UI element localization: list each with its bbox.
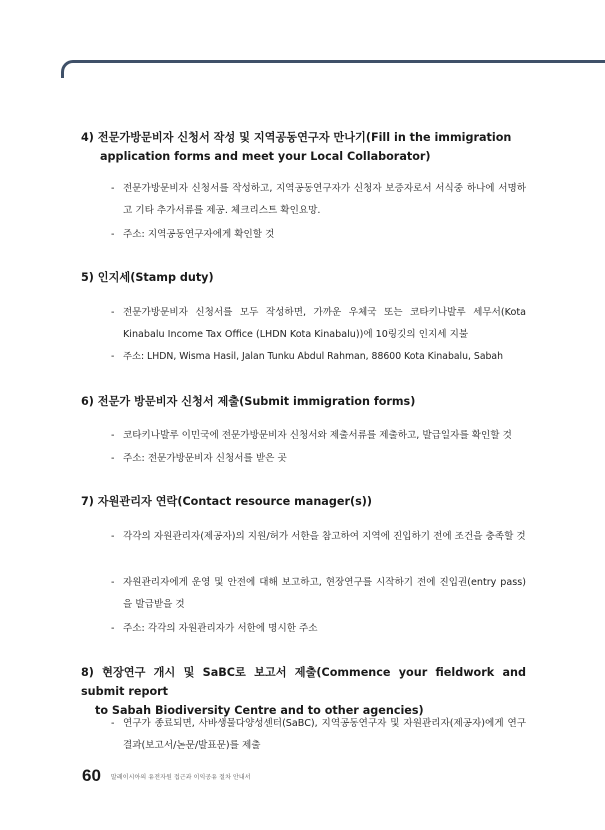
section-heading-5: 5) 인지세(Stamp duty) <box>81 271 214 284</box>
section-6-bullet-1-text: 코타키나발루 이민국에 전문가방문비자 신청서와 제출서류를 제출하고, 발급일자를 확인할 것 <box>123 430 512 441</box>
header-corner-rule <box>61 60 605 78</box>
section-heading-8 <box>81 663 526 720</box>
bullet-dash: - <box>111 453 115 464</box>
section-7-bullet-1 <box>111 526 526 548</box>
section-6-bullet-1 <box>111 425 526 447</box>
section-7-bullet-2 <box>111 572 526 616</box>
section-5-bullet-2-text: 주소: LHDN, Wisma Hasil, Jalan Tunku Abdul Rahman, 88600 Kota Kinabalu, Sabah <box>123 351 504 362</box>
bullet-dash: - <box>111 183 115 194</box>
bullet-dash: - <box>111 718 115 729</box>
section-8-bullet-1-text: 연구가 종료되면, 사바생물다양성센터(SaBC), 지역공동연구자 및 자원관리자(제공자)에게 연구결과(보고서/논문/발표문)를 제출 <box>123 718 526 751</box>
section-heading-8-line2: to Sabah Biodiversity Centre and to other agencies) <box>95 704 424 717</box>
section-5-bullet-1 <box>111 302 526 346</box>
section-7-bullet-3 <box>111 618 526 640</box>
section-6-bullet-2 <box>111 448 526 470</box>
bullet-dash: - <box>111 351 115 362</box>
section-7-bullet-1-text: 각각의 자원관리자(제공자)의 지원/허가 서한을 참고하여 지역에 진입하기 전에 조건을 충족할 것 <box>123 531 526 542</box>
page-number: 60 <box>82 766 101 785</box>
section-6-bullet-2-text: 주소: 전문가방문비자 신청서를 받은 곳 <box>123 453 287 464</box>
bullet-dash: - <box>111 307 115 318</box>
section-7-bullet-2-text: 자원관리자에게 운영 및 안전에 대해 보고하고, 현장연구를 시작하기 전에 진입권(entry pass)을 발급받을 것 <box>123 577 526 610</box>
bullet-dash: - <box>111 531 115 542</box>
bullet-dash: - <box>111 430 115 441</box>
bullet-dash: - <box>111 623 115 634</box>
section-4-bullet-2-text: 주소: 지역공동연구자에게 확인할 것 <box>123 229 275 240</box>
section-5-bullet-2 <box>111 346 526 368</box>
section-heading-6: 6) 전문가 방문비자 신청서 제출(Submit immigration forms) <box>81 395 416 408</box>
bullet-dash: - <box>111 229 115 240</box>
section-heading-4-line1: 4) 전문가방문비자 신청서 작성 및 지역공동연구자 만나기(Fill in the immigration <box>81 131 512 144</box>
section-heading-4 <box>81 128 526 166</box>
section-4-bullet-1 <box>111 178 526 222</box>
section-4-bullet-2 <box>111 224 526 246</box>
section-7-bullet-3-text: 주소: 각각의 자원관리자가 서한에 명시한 주소 <box>123 623 318 634</box>
footer-title: 말레이시아의 유전자원 접근과 이익공유 절차 안내서 <box>110 773 251 781</box>
section-5-bullet-1-text: 전문가방문비자 신청서를 모두 작성하면, 가까운 우체국 또는 코타키나발루 세무서(Kota Kinabalu Income Tax Office (LHDN Kota Kinabalu))에 10링깃의 인지세 지불 <box>123 307 526 340</box>
section-4-bullet-1-text: 전문가방문비자 신청서를 작성하고, 지역공동연구자가 신청자 보증자로서 서식중 하나에 서명하고 기타 추가서류를 제공. 체크리스트 확인요망. <box>123 183 526 216</box>
section-heading-8-line1: 8) 현장연구 개시 및 SaBC로 보고서 제출(Commence your fieldwork and submit report <box>81 666 526 698</box>
section-heading-7: 7) 자원관리자 연락(Contact resource manager(s)) <box>81 495 372 508</box>
section-heading-4-line2: application forms and meet your Local Collaborator) <box>100 150 431 163</box>
page-footer <box>82 765 251 787</box>
section-8-bullet-1 <box>111 713 526 757</box>
bullet-dash: - <box>111 577 115 588</box>
